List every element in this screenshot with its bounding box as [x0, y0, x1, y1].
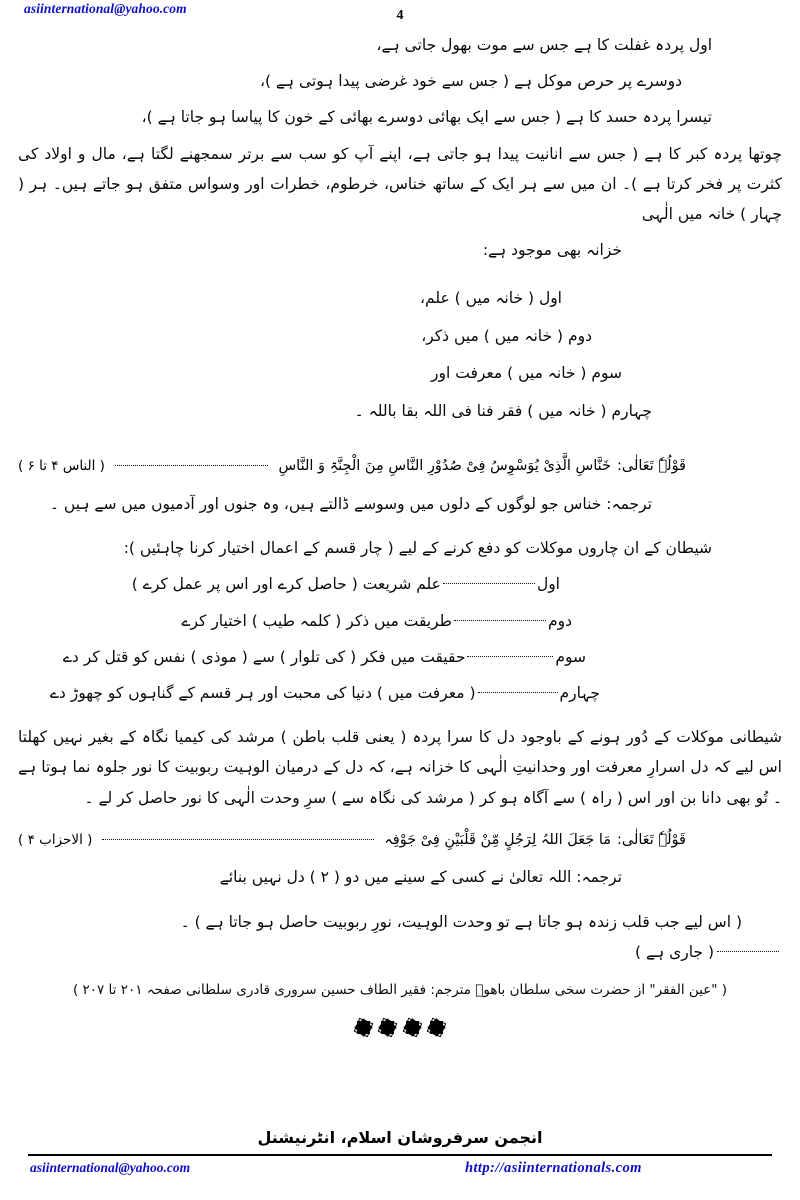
verse-leader-dots-1	[115, 465, 269, 466]
star-ornament-icon	[379, 1019, 396, 1036]
khazana-intro: خزانہ بھی موجود ہے:	[482, 241, 622, 260]
star-ornament-icon	[404, 1019, 421, 1036]
verse-text-1: خَنَّاسِ الَّذِیْ یُوَسْوِسُ فِیْ صُدُوْرِ النَّاسِ مِنَ الْجِنَّۃِ وَ النَّاسِ	[278, 458, 611, 475]
verse-label-1: قَوْلُہٗ تَعَالٰی:	[617, 458, 686, 475]
remedy-text-1: علم شریعت ( حاصل کرے اور اس پر عمل کرے )	[131, 575, 441, 594]
closing-note-dots	[717, 951, 779, 952]
khazana-item-3: سوم ( خانہ میں ) معرفت اور	[431, 364, 622, 383]
verse-translation-1: ترجمہ: خناس جو لوگوں کے دلوں میں وسوسے ڈالتے ہیں، وہ جنوں اور آدمیوں میں سے ہیں ۔	[49, 494, 652, 513]
footer-links	[0, 1160, 800, 1184]
remedy-dots-2	[454, 620, 546, 621]
document-body	[18, 30, 782, 1036]
remedy-text-4: ( معرفت میں ) دنیا کی محبت اور ہر قسم کے گناہوں کو چھوڑ دے	[49, 684, 476, 703]
remedy-item-4	[18, 678, 782, 708]
remedy-dots-3	[467, 656, 553, 657]
remedy-text-2: طریقت میں ذکر ( کلمہ طیب ) اختیار کرے	[181, 611, 453, 630]
star-ornament-icon	[428, 1019, 445, 1036]
remedy-dots-4	[478, 692, 558, 693]
remedy-text-3: حقیقت میں فکر ( کی تلوار ) سے ( موذی ) نفس کو قتل کر دے	[62, 647, 466, 666]
closing-note-text: ( اس لیے جب قلب زندہ ہو جاتا ہے تو وحدت الوہیت، نورِ ربوبیت حاصل ہو جاتا ہے ) ۔	[180, 912, 742, 931]
footer-email-link[interactable]: asiinternational@yahoo.com	[30, 1160, 191, 1175]
verse-label-2: قَوْلُہٗ تَعَالٰی:	[617, 831, 686, 848]
header-email-link[interactable]: asiinternational@yahoo.com	[24, 1, 187, 16]
remedy-intro-wrap	[18, 533, 782, 563]
remedy-item-2	[18, 606, 782, 636]
verse-reference-1: ( الناس ۴ تا ۶ )	[18, 458, 105, 475]
remedy-item-1	[18, 569, 782, 599]
page-number: 4	[396, 8, 404, 23]
paragraph-heart-veil: شیطانی موکلات کے دُور ہونے کے باوجود دل کا سرا پردہ ( یعنی قلب باطن ) مرشد کی کیمیا نگاہ کے بغیر نہیں کھلتا اس لیے کہ دل اسرارِ معرفت اور وحدانیتِ الٰہی کا خزانہ ہے، کہ دل کے درمیان الوہیت ربوبیت کا نور جلوہ نما ہوتا ہے ۔ تُو بھی دانا بن اور اس ( راہ ) سے آگاہ ہو کر ( مرشد کی نگاہ سے ) سرِ وحدت الٰہی کا نور حاصل کر لے ۔	[18, 728, 782, 807]
source-citation: ( "عین الفقر" از حضرت سخی سلطان باھوؒ مترجم: فقیر الطاف حسین سروری قادری سلطانی صفحہ ۲۰۱ تا ۲۰۷ )	[72, 982, 728, 999]
footer-divider-rule	[28, 1154, 772, 1156]
remedy-number-1: اول	[536, 575, 560, 594]
verse-block-al-ahzab	[18, 827, 782, 855]
remedy-number-2: دوم	[548, 611, 572, 630]
page-footer	[0, 1128, 800, 1200]
verse-block-al-nas	[18, 453, 782, 481]
paragraph-fourth-veil-tail	[18, 235, 782, 265]
remedy-dots-1	[443, 583, 535, 584]
remedy-item-3	[18, 642, 782, 672]
ornament-divider	[18, 1017, 782, 1036]
khazana-item-2: دوم ( خانہ میں ) میں ذکر،	[421, 326, 592, 345]
closing-note	[18, 907, 782, 967]
remedy-list	[18, 569, 782, 708]
veils-group	[18, 30, 782, 133]
remedy-number-4: چہارم	[559, 684, 600, 703]
khazana-list	[18, 280, 782, 432]
khazana-item-4: چہارم ( خانہ میں ) فقر فنا فی اللہ بقا باللہ ۔	[354, 402, 652, 421]
veil-line-2: دوسرے پر حرص موکل ہے ( جس سے خود غرضی پیدا ہوتی ہے )،	[259, 72, 682, 91]
veil-line-3: تیسرا پردہ حسد کا ہے ( جس سے ایک بھائی دوسرے بھائی کے خون کا پیاسا ہو جاتا ہے )،	[141, 108, 712, 127]
veil-line-1: اول پردہ غفلت کا ہے جس سے موت بھول جاتی ہے،	[376, 36, 712, 54]
remedy-intro: شیطان کے ان چاروں موکلات کو دفع کرنے کے لیے ( چار قسم کے اعمال اختیار کرنا چاہئیں ):	[123, 539, 712, 558]
remedy-number-3: سوم	[555, 647, 586, 666]
star-ornament-icon	[355, 1019, 372, 1036]
source-citation-wrap	[18, 977, 782, 1003]
footer-organization-name: انجمن سرفروشان اسلام، انٹرنیشنل	[257, 1128, 543, 1147]
verse-leader-dots-2	[102, 839, 374, 840]
khazana-item-1: اول ( خانہ میں ) علم،	[420, 288, 562, 307]
verse-translation-wrap-2	[18, 862, 782, 892]
verse-translation-2: ترجمہ: اللہ تعالیٰ نے کسی کے سینے میں دو ( ۲ ) دل نہیں بنائے	[219, 868, 622, 887]
paragraph-fourth-veil: چوتھا پردہ کبر کا ہے ( جس سے انانیت پیدا ہو جاتی ہے، اپنے آپ کو سب سے برتر سمجھنے لگتا ہے، مال و اولاد کی کثرت پر فخر کرتا ہے )۔ ان میں سے ہر ایک کے ساتھ خناس، خرطوم، خطرات اور وسواس متفق ہو جاتے ہیں۔ ہر ( چہار ) خانہ میں الٰہی	[18, 144, 782, 224]
verse-translation-wrap-1	[18, 489, 782, 519]
verse-text-2: مَا جَعَلَ اللہُ لِرَجُلٍ مِّنْ قَلْبَیْنِ فِیْ جَوْفِہ	[384, 831, 611, 848]
footer-website-link[interactable]: http://asiinternationals.com	[465, 1160, 642, 1176]
closing-note-continued: ( جاری ہے )	[635, 942, 714, 961]
verse-reference-2: ( الاحزاب ۴ )	[18, 831, 93, 848]
